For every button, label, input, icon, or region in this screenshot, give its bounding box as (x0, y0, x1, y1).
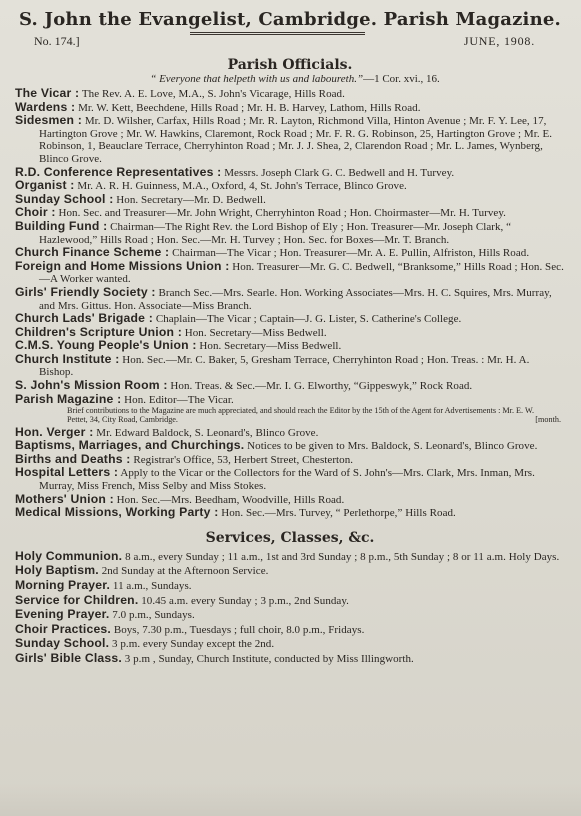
service-entry-text: 10.45 a.m. every Sunday ; 3 p.m., 2nd Sunday. (141, 594, 349, 607)
official-entry (15, 426, 565, 440)
official-entry-text: Mr. A. R. H. Guinness, M.A., Oxford, 4, St. John's Terrace, Blinco Grove. (77, 180, 407, 193)
masthead (15, 8, 565, 32)
service-entry (15, 579, 565, 594)
service-entry (15, 623, 565, 638)
official-entry (15, 326, 565, 340)
official-entry (15, 466, 565, 492)
service-entry-text: 2nd Sunday at the Afternoon Service. (101, 565, 269, 578)
service-entry-label: Service for Children. (15, 592, 139, 607)
official-entry-label: Mothers' Union : (15, 491, 114, 506)
official-entry-label: Wardens : (15, 99, 76, 114)
official-entry-text: Hon. Treas. & Sec.—Mr. I. G. Elworthy, “Gippeswyk,” Rock Road. (170, 380, 473, 393)
magazine-title: Parish Magazine. (383, 9, 561, 30)
service-entry (15, 564, 565, 579)
official-entry-label: Organist : (15, 178, 75, 193)
official-entry-label: Church Institute : (15, 351, 120, 366)
official-entry-text: Chaplain—The Vicar ; Captain—J. G. Lister, S. Catherine's College. (155, 313, 462, 326)
service-entry-text: 8 a.m., every Sunday ; 11 a.m., 1st and 3rd Sunday ; 8 p.m., 5th Sunday ; 8 or 11 a.m. Holy Days. (125, 550, 560, 563)
official-entry-label: R.D. Conference Representatives : (15, 164, 222, 179)
official-entry-label: Choir : (15, 205, 56, 220)
service-entry-label: Evening Prayer. (15, 607, 110, 622)
official-entry (15, 193, 565, 207)
official-entry-label: Hon. Verger : (15, 424, 94, 439)
official-entry (15, 339, 565, 353)
official-entry-text: Mr. W. Kett, Beechdene, Hills Road ; Mr. H. B. Harvey, Lathom, Hills Road. (78, 101, 421, 114)
motto-reference: —1 Cor. xvi., 16. (363, 73, 440, 85)
official-entry-text: Messrs. Joseph Clark G. C. Bedwell and H. Turvey. (224, 166, 455, 179)
magazine-note-month: [month. (535, 415, 561, 425)
motto-quote: “ Everyone that helpeth with us and laboureth.” (150, 73, 364, 85)
header-rule (190, 32, 365, 35)
service-entry-label: Holy Communion. (15, 548, 123, 563)
official-entry-label: Building Fund : (15, 218, 108, 233)
official-entry-text: Apply to the Vicar or the Collectors for the Ward of S. John's—Mrs. Clark, Mrs. Inman, Mrs. Murray, Miss French, Miss Selby and Miss Stokes. (39, 467, 535, 493)
church-title: S. John the Evangelist, Cambridge. (19, 9, 378, 30)
official-entry (15, 393, 565, 407)
service-entry-text: 3 p.m , Sunday, Church Institute, conducted by Miss Illingworth. (124, 652, 414, 665)
official-entry-text: Hon. Secretary—Miss Bedwell. (199, 340, 342, 353)
official-entry-label: Sidesmen : (15, 113, 83, 128)
service-entry-label: Sunday School. (15, 636, 110, 651)
official-entry-label: C.M.S. Young People's Union : (15, 338, 197, 353)
official-entry (15, 353, 565, 379)
service-entry-label: Girls' Bible Class. (15, 650, 122, 665)
official-entry-label: Baptisms, Marriages, and Churchings. (15, 438, 245, 453)
official-entry-label: Medical Missions, Working Party : (15, 505, 219, 520)
official-entry (15, 246, 565, 260)
official-entry-text: Chairman—The Vicar ; Hon. Treasurer—Mr. A. E. Pullin, Alfriston, Hills Road. (172, 247, 530, 260)
official-entry (15, 101, 565, 115)
official-entry-label: Children's Scripture Union : (15, 324, 182, 339)
service-entry-text: 7.0 p.m., Sundays. (112, 609, 195, 622)
service-entry-label: Morning Prayer. (15, 578, 111, 592)
official-entry-text: Chairman—The Right Rev. the Lord Bishop of Ely ; Hon. Treasurer—Mr. Joseph Clark, “ Hazlewood,” Hills Road ; Hon. Sec.—Mr. H. Turvey ; Hon. Sec. for Boxes—Mr. T. Branch. (39, 220, 512, 246)
official-entry-text: Mr. Edward Baldock, S. Leonard's, Blinco Grove. (96, 426, 319, 439)
official-entry (15, 87, 565, 101)
official-entry-label: Girls' Friendly Society : (15, 284, 156, 299)
official-entry-text: Hon. Sec. and Treasurer—Mr. John Wright, Cherryhinton Road ; Hon. Choirmaster—Mr. H. Turvey. (58, 207, 506, 220)
official-entry-label: The Vicar : (15, 86, 80, 100)
service-entry (15, 550, 565, 565)
official-entry-text: The Rev. A. E. Love, M.A., S. John's Vicarage, Hills Road. (81, 88, 345, 100)
official-entry (15, 506, 565, 520)
issue-line (15, 32, 565, 48)
official-entry (15, 260, 565, 286)
official-entry-label: Births and Deaths : (15, 451, 131, 466)
service-entry (15, 594, 565, 609)
official-entry-label: Parish Magazine : (15, 391, 122, 406)
official-entry-text: Hon. Treasurer—Mr. G. C. Bedwell, “Branksome,” Hills Road ; Hon. Sec.—A Worker wanted. (39, 260, 564, 286)
official-entry (15, 493, 565, 507)
official-entry (15, 286, 565, 312)
official-entry (15, 206, 565, 220)
service-entry-label: Choir Practices. (15, 621, 111, 636)
official-entry-label: Church Finance Scheme : (15, 245, 170, 260)
official-entry (15, 312, 565, 326)
issue-number: No. 174.] (34, 34, 80, 48)
official-entry-text: Branch Sec.—Mrs. Searle. Hon. Working Associates—Mrs. H. C. Squires, Mrs. Murray, and Mrs. Gittus. Hon. Associate—Miss Branch. (39, 286, 552, 312)
official-entry (15, 379, 565, 393)
service-entry-label: Holy Baptism. (15, 563, 99, 578)
official-entry (15, 439, 565, 453)
magazine-note-text: Brief contributions to the Magazine are much appreciated, and should reach the Editor by the 15th of the Agent for Advertisements : Mr. E. W. Pettet, 34, City Road, Cambridge. (67, 406, 535, 425)
official-entry-label: Sunday School : (15, 191, 114, 206)
official-entry-text: Hon. Secretary—Miss Bedwell. (184, 326, 327, 339)
official-entry-text: Hon. Sec.—Mrs. Beedham, Woodville, Hills Road. (116, 493, 345, 506)
official-entry-text: Mr. D. Wilsher, Carfax, Hills Road ; Mr. R. Layton, Richmond Villa, Hinton Avenue ; Mr. F. Y. Lee, 17, Hartington Grove ; Mr. W. Hawkins, Claremont, Rock Road ; Mr. F. R. G. Robinson, 25, Hartington Grove ; Mr. E. Robinson, 1, Beauclare Terrace, Cherryhinton Road ; Mr. J. J. Shea, 2, Clarendon Road ; Mr. L. James, Wynberg, Blinco Grove. (39, 115, 553, 165)
official-entry (15, 220, 565, 246)
officials-heading: Parish Officials. (227, 57, 353, 73)
official-entry (15, 179, 565, 193)
official-entry-text: Hon. Sec.—Mrs. Turvey, “ Perlethorpe,” Hills Road. (221, 507, 456, 520)
official-entry-text: Hon. Sec.—Mr. C. Baker, 5, Gresham Terrace, Cherryhinton Road ; Hon. Treas. : Mr. H. A. Bishop. (39, 353, 530, 379)
official-entry-label: Foreign and Home Missions Union : (15, 258, 230, 273)
service-entry (15, 637, 565, 652)
service-entry-text: 11 a.m., Sundays. (112, 580, 192, 592)
officials-list (15, 87, 565, 406)
service-entry-text: 3 p.m. every Sunday except the 2nd. (112, 638, 275, 651)
official-entry-label: S. John's Mission Room : (15, 378, 168, 393)
services-list (15, 550, 565, 667)
service-entry (15, 608, 565, 623)
official-entry-text: Registrar's Office, 53, Herbert Street, Chesterton. (133, 453, 354, 466)
issue-date: JUNE, 1908. (463, 34, 535, 48)
official-entry-text: Hon. Secretary—Mr. D. Bedwell. (116, 193, 266, 206)
officials-list-continued (15, 426, 565, 520)
motto (25, 73, 565, 86)
service-entry (15, 652, 565, 667)
official-entry-text: Hon. Editor—The Vicar. (124, 393, 234, 406)
magazine-note (15, 406, 565, 424)
official-entry-label: Hospital Letters : (15, 465, 119, 480)
official-entry-label: Church Lads' Brigade : (15, 311, 153, 326)
services-heading: Services, Classes, &c. (205, 529, 375, 546)
official-entry (15, 114, 565, 165)
service-entry-text: Boys, 7.30 p.m., Tuesdays ; full choir, 8.0 p.m., Fridays. (113, 623, 365, 636)
official-entry-text: Notices to be given to Mrs. Baldock, S. Leonard's, Blinco Grove. (247, 440, 538, 453)
official-entry (15, 166, 565, 180)
official-entry (15, 453, 565, 467)
